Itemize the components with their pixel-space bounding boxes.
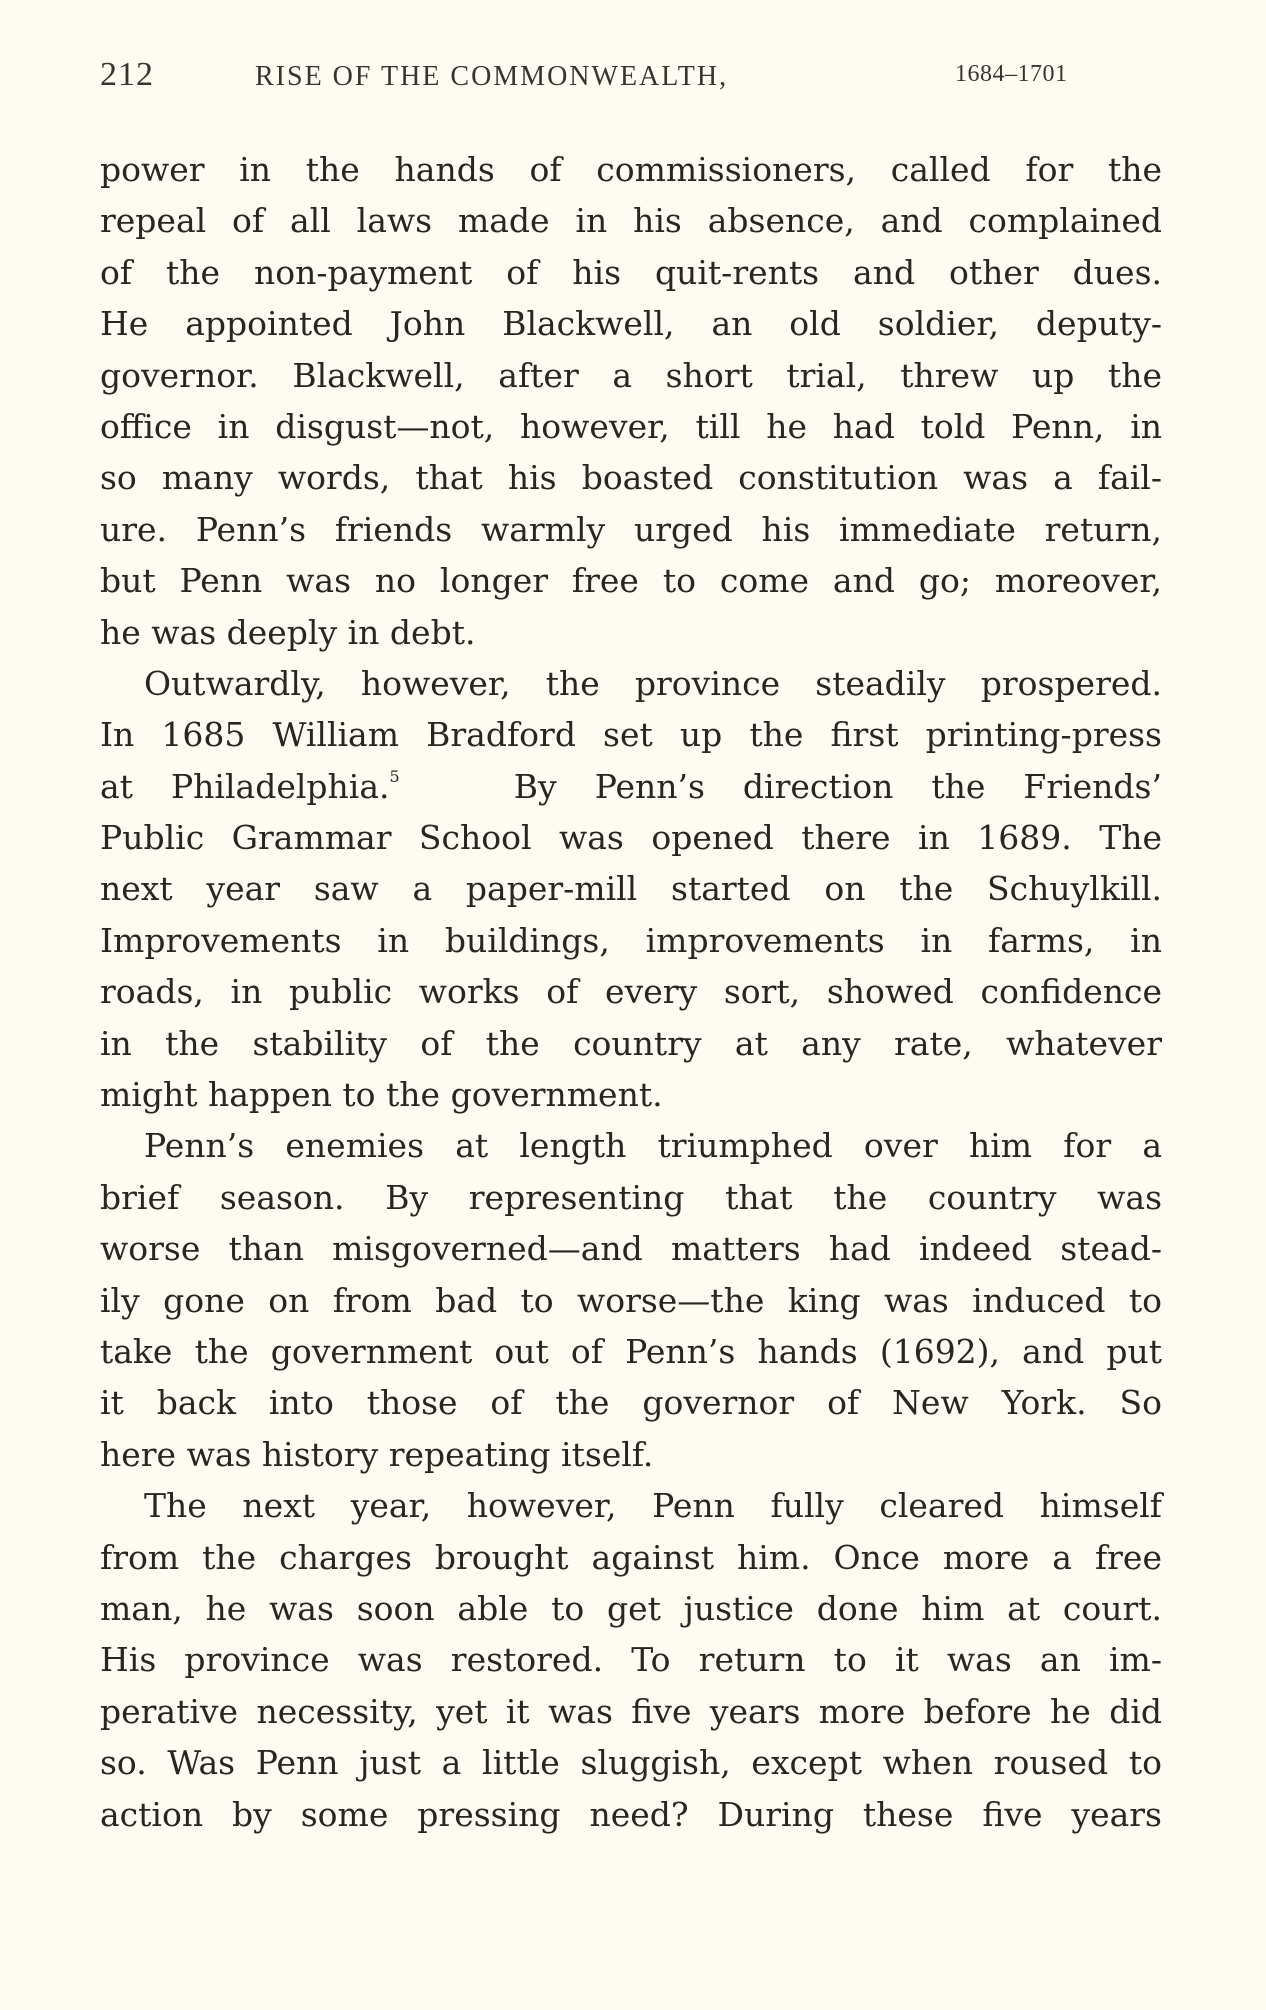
- text-line: The next year, however, Penn fully cleared himself: [144, 1486, 1162, 1526]
- paragraph-4: [100, 1480, 1162, 1840]
- text-segment: at Philadelphia.: [100, 766, 390, 806]
- text-line: worse than misgoverned—and matters had indeed stead-: [100, 1229, 1162, 1269]
- text-line: His province was restored. To return to it was an im-: [100, 1640, 1162, 1680]
- text-line: here was history repeating itself.: [100, 1434, 654, 1474]
- text-line: of the non-payment of his quit-rents and other dues.: [100, 252, 1162, 292]
- text-line: take the government out of Penn’s hands (1692), and put: [100, 1331, 1162, 1371]
- paragraph-3: [100, 1120, 1162, 1480]
- text-line: brief season. By representing that the country was: [100, 1177, 1162, 1217]
- text-line: repeal of all laws made in his absence, and complained: [100, 201, 1162, 241]
- text-line-with-footnote: [100, 761, 1162, 812]
- text-segment: By Penn’s direction the Friends’: [513, 766, 1162, 806]
- text-line: from the charges brought against him. Once more a free: [100, 1537, 1162, 1577]
- text-line: office in disgust—not, however, till he had told Penn, in: [100, 406, 1162, 446]
- book-page: [100, 50, 1162, 1840]
- text-line: power in the hands of commissioners, called for the: [100, 150, 1162, 189]
- text-line: but Penn was no longer free to come and go; moreover,: [100, 561, 1162, 601]
- running-head: [100, 50, 1162, 106]
- footnote-mark: 5: [389, 766, 400, 786]
- running-years: 1684–1701: [955, 61, 1068, 87]
- paragraph-2: [100, 658, 1162, 1121]
- text-line: Outwardly, however, the province steadily prospered.: [144, 663, 1162, 703]
- text-line: might happen to the government.: [100, 1075, 663, 1115]
- text-line: He appointed John Blackwell, an old soldier, deputy-: [100, 304, 1162, 344]
- paragraph-1: [100, 144, 1162, 658]
- text-line: perative necessity, yet it was five years more before he did: [100, 1691, 1162, 1731]
- text-line: he was deeply in debt.: [100, 612, 476, 652]
- text-line: Public Grammar School was opened there in 1689. The: [100, 818, 1162, 858]
- page-number: 212: [100, 56, 154, 93]
- text-line: roads, in public works of every sort, showed confidence: [100, 972, 1162, 1012]
- running-title: RISE OF THE COMMONWEALTH,: [255, 61, 729, 92]
- text-line: In 1685 William Bradford set up the first printing-press: [100, 715, 1162, 755]
- text-line: it back into those of the governor of New York. So: [100, 1383, 1162, 1423]
- text-line: next year saw a paper-mill started on the Schuylkill.: [100, 869, 1162, 909]
- text-line: ily gone on from bad to worse—the king was induced to: [100, 1280, 1162, 1320]
- text-line: Penn’s enemies at length triumphed over him for a: [144, 1126, 1162, 1166]
- text-line: ure. Penn’s friends warmly urged his immediate return,: [100, 509, 1162, 549]
- text-line: so many words, that his boasted constitution was a fail-: [100, 458, 1162, 498]
- text-line: Improvements in buildings, improvements in farms, in: [100, 920, 1162, 960]
- text-line: action by some pressing need? During these five years: [100, 1794, 1162, 1834]
- text-line: man, he was soon able to get justice done him at court.: [100, 1588, 1162, 1628]
- text-line: so. Was Penn just a little sluggish, except when roused to: [100, 1743, 1162, 1783]
- text-line: governor. Blackwell, after a short trial, threw up the: [100, 355, 1162, 395]
- text-line: in the stability of the country at any rate, whatever: [100, 1023, 1162, 1063]
- body-text: [100, 144, 1162, 1840]
